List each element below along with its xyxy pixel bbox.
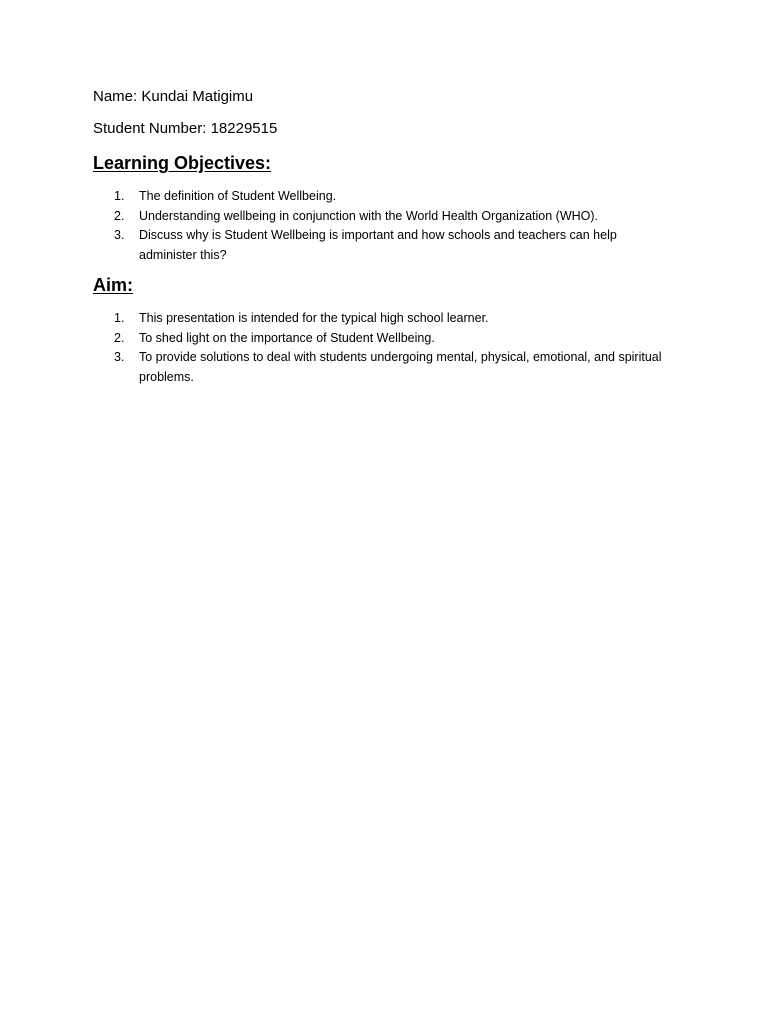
student-name-line (93, 88, 253, 105)
student-number-line (93, 120, 277, 137)
list-item-text: To shed light on the importance of Student Wellbeing. (139, 330, 435, 345)
student-number-label: Student Number: (93, 120, 207, 137)
list-item-number: 2. (114, 208, 125, 223)
list-item (93, 348, 673, 387)
list-item-number: 2. (114, 330, 125, 345)
learning-objectives-heading: Learning Objectives: (93, 153, 272, 173)
list-item-text: This presentation is intended for the typical high school learner. (139, 311, 489, 325)
list-item-number: 3. (114, 350, 125, 364)
list-item-text: Understanding wellbeing in conjunction with the World Health Organization (WHO). (139, 208, 599, 223)
list-item (93, 207, 673, 227)
student-number: 18229515 (210, 120, 278, 137)
list-item-text: Discuss why is Student Wellbeing is important and how schools and teachers can help administer this? (139, 228, 617, 262)
aim-heading: Aim: (93, 275, 133, 295)
list-item (93, 309, 673, 329)
list-item (93, 187, 673, 207)
name-label: Name: (93, 88, 138, 105)
list-item-number: 1. (114, 311, 125, 325)
learning-objectives-list (93, 187, 673, 265)
list-item-number: 3. (114, 228, 125, 242)
aim-list (93, 309, 673, 387)
list-item-number: 1. (114, 189, 125, 203)
student-name: Kundai Matigimu (141, 88, 254, 105)
list-item-text: To provide solutions to deal with students undergoing mental, physical, emotional, and spiritual problems. (139, 350, 662, 384)
list-item (93, 329, 673, 349)
list-item (93, 226, 673, 265)
list-item-text: The definition of Student Wellbeing. (139, 189, 337, 203)
